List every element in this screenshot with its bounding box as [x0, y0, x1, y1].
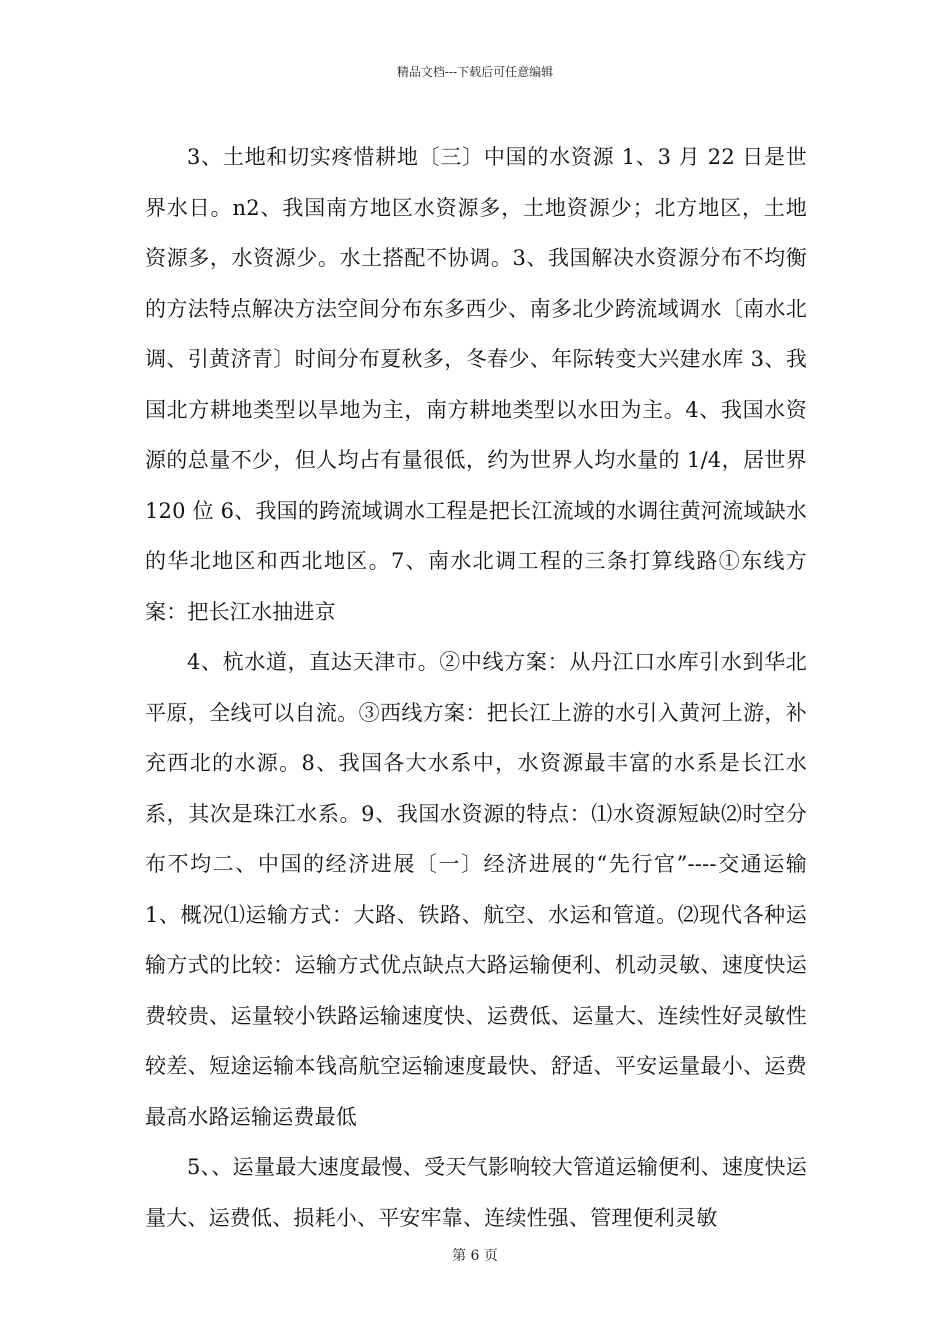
- page-number: 6: [470, 1248, 480, 1264]
- paragraph-1: 3、土地和切实疼惜耕地〔三〕中国的水资源 1、3 月 22 日是世界水日。n2、我国南方地区水资源多，土地资源少；北方地区，土地资源多，水资源少。水土搭配不协调。3、我国解决水资源分布不均衡的方法特点解决方法空间分布东多西少、南多北少跨流域调水〔南水北调、引黄济青〕时间分布夏秋多，冬春少、年际转变大兴建水库 3、我国北方耕地类型以旱地为主，南方耕地类型以水田为主。4、我国水资源的总量不少，但人均占有量很低，约为世界人均水量的 1/4，居世界 120 位 6、我国的跨流域调水工程是把长江流域的水调往黄河流域缺水的华北地区和西北地区。7、南水北调工程的三条打算线路①东线方案：把长江水抽进京: [145, 145, 807, 624]
- footer-suffix: 页: [483, 1248, 498, 1264]
- page-header: [0, 64, 950, 80]
- page-footer: [0, 1247, 950, 1265]
- footer-prefix: 第: [452, 1248, 467, 1264]
- document-body: [145, 132, 807, 1243]
- header-title: 精品文档---下载后可任意编辑: [396, 65, 554, 79]
- paragraph-2: 4、杭水道，直达天津市。②中线方案：从丹江口水库引水到华北平原，全线可以自流。③西线方案：把长江上游的水引入黄河上游，补充西北的水源。8、我国各大水系中，水资源最丰富的水系是长江水系，其次是珠江水系。9、我国水资源的特点：⑴水资源短缺⑵时空分布不均二、中国的经济进展〔一〕经济进展的“先行官”----交通运输 1、概况⑴运输方式：大路、铁路、航空、水运和管道。⑵现代各种运输方式的比较：运输方式优点缺点大路运输便利、机动灵敏、速度快运费较贵、运量较小铁路运输速度快、运费低、运量大、连续性好灵敏性较差、短途运输本钱高航空运输速度最快、舒适、平安运量最小、运费最高水路运输运费最低: [145, 650, 807, 1129]
- paragraph-3: 5、、运量最大速度最慢、受天气影响较大管道运输便利、速度快运量大、运费低、损耗小、平安牢靠、连续性强、管理便利灵敏: [145, 1155, 807, 1230]
